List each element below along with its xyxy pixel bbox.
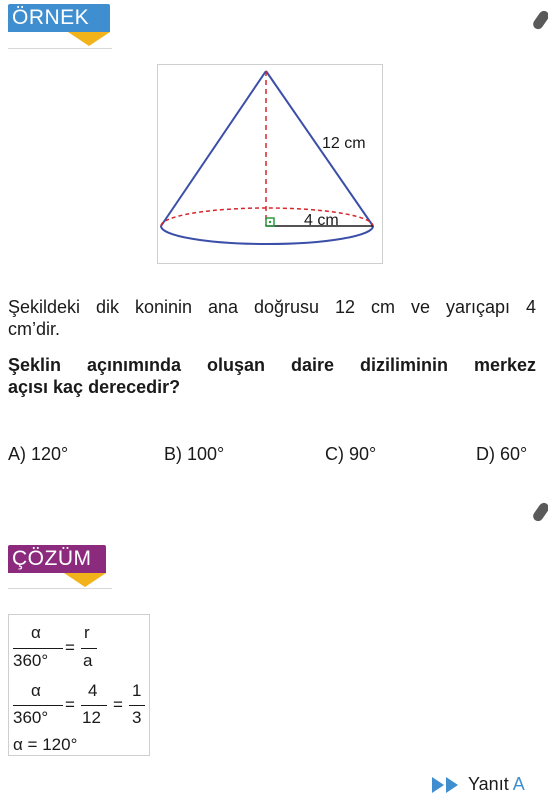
eq2-equals-2: = bbox=[113, 695, 123, 714]
eq2-fraction-bar-left bbox=[13, 705, 63, 706]
eq2-fraction-bar-mid bbox=[81, 705, 107, 706]
answer-label: Yanıt bbox=[468, 774, 509, 794]
ornek-badge bbox=[8, 4, 110, 32]
eq2-denominator: 360° bbox=[13, 708, 49, 727]
eq1-fraction-bar-left bbox=[13, 648, 63, 649]
ornek-badge-label: ÖRNEK bbox=[12, 6, 90, 29]
option-b: B) 100° bbox=[164, 444, 225, 464]
cone-base-back bbox=[161, 208, 373, 226]
eq2-twelve: 12 bbox=[82, 708, 101, 727]
eq2-equals-1: = bbox=[65, 695, 75, 714]
slant-length-label: 12 cm bbox=[322, 135, 366, 152]
cozum-badge bbox=[8, 545, 106, 573]
eq2-alpha: α bbox=[31, 681, 41, 700]
ornek-underline bbox=[8, 48, 112, 49]
option-d: D) 60° bbox=[476, 444, 528, 464]
problem-line-2: cm’dir. bbox=[8, 319, 61, 339]
radius-length-label: 4 cm bbox=[304, 212, 339, 229]
eq1-a: a bbox=[83, 651, 93, 670]
eq2-fraction-bar-right bbox=[129, 705, 145, 706]
cozum-badge-label: ÇÖZÜM bbox=[12, 547, 92, 570]
corner-pen-mark bbox=[531, 9, 548, 31]
eq2-three: 3 bbox=[132, 708, 142, 727]
eq2-four: 4 bbox=[88, 681, 98, 700]
eq1-denominator: 360° bbox=[13, 651, 49, 670]
cozum-badge-triangle bbox=[64, 573, 106, 587]
cozum-underline bbox=[8, 588, 112, 589]
double-arrow-icon bbox=[432, 777, 462, 793]
option-a: A) 120° bbox=[8, 444, 69, 464]
eq2-one: 1 bbox=[132, 681, 142, 700]
option-c: C) 90° bbox=[325, 444, 377, 464]
cone-left-edge bbox=[161, 71, 266, 226]
problem-line-1: Şekildeki dik koninin ana doğrusu 12 cm ve yarıçapı 4 bbox=[8, 297, 536, 317]
corner-pen-mark-2 bbox=[531, 501, 548, 523]
answer-letter: A bbox=[512, 774, 525, 794]
question-line-2: açısı kaç derecedir? bbox=[8, 377, 181, 397]
eq1-alpha: α bbox=[31, 623, 41, 642]
cone-figure bbox=[157, 64, 383, 264]
eq1-r: r bbox=[84, 623, 90, 642]
eq1-fraction-bar-right bbox=[81, 648, 97, 649]
eq1-equals: = bbox=[65, 638, 75, 657]
solution-box bbox=[8, 614, 150, 756]
question-line-1: Şeklin açınımında oluşan daire diziliminin merkez bbox=[8, 355, 536, 375]
cone-base-front bbox=[161, 226, 373, 244]
ornek-badge-triangle bbox=[68, 32, 110, 46]
solution-result: α = 120° bbox=[13, 735, 78, 754]
